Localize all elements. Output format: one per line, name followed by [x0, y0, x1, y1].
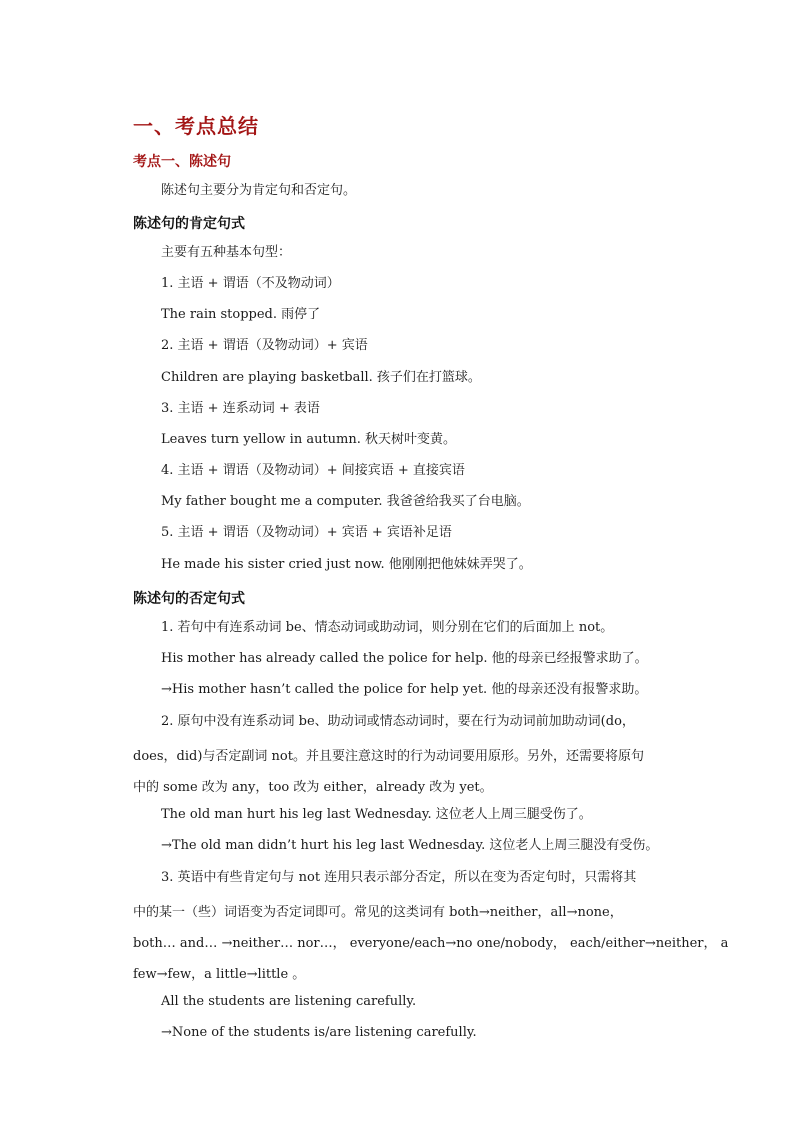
- negative-rule-continued: 中的 some 改为 any，too 改为 either，already 改为 yet。: [133, 780, 493, 795]
- negative-example: →His mother hasn’t called the police for help yet. 他的母亲还没有报警求助。: [161, 682, 648, 697]
- affirmative-title: 陈述句的肯定句式: [133, 216, 245, 232]
- pattern-rule: 2. 主语 + 谓语（及物动词）+ 宾语: [161, 338, 368, 353]
- pattern-rule: 4. 主语 + 谓语（及物动词）+ 间接宾语 + 直接宾语: [161, 463, 465, 478]
- section-heading: 一、考点总结: [133, 114, 259, 138]
- subsection-heading: 考点一、陈述句: [133, 154, 231, 170]
- negative-title: 陈述句的否定句式: [133, 591, 245, 607]
- pattern-rule: 3. 主语 + 连系动词 + 表语: [161, 401, 320, 416]
- pattern-example: He made his sister cried just now. 他刚刚把他妹妹弄哭了。: [161, 557, 532, 572]
- negative-example: All the students are listening carefully.: [161, 994, 417, 1009]
- pattern-example: Children are playing basketball. 孩子们在打篮球。: [161, 370, 481, 385]
- negative-rule-continued: 中的某一（些）词语变为否定词即可。常见的这类词有 both→neither，all→none，: [133, 905, 623, 920]
- negative-example: His mother has already called the police for help. 他的母亲已经报警求助了。: [161, 651, 648, 666]
- negative-example: The old man hurt his leg last Wednesday. 这位老人上周三腿受伤了。: [161, 807, 592, 822]
- pattern-example: Leaves turn yellow in autumn. 秋天树叶变黄。: [161, 432, 457, 447]
- pattern-rule: 1. 主语 + 谓语（不及物动词）: [161, 276, 340, 291]
- negative-rule: 1. 若句中有连系动词 be、情态动词或助动词，则分别在它们的后面加上 not。: [161, 620, 614, 635]
- pattern-rule: 5. 主语 + 谓语（及物动词）+ 宾语 + 宾语补足语: [161, 525, 452, 540]
- negative-rule: 2. 原句中没有连系动词 be、助动词或情态动词时，要在行为动词前加助动词(do，: [161, 714, 635, 729]
- negative-example: →The old man didn’t hurt his leg last Wednesday. 这位老人上周三腿没有受伤。: [161, 838, 659, 853]
- negative-rule-continued: both… and… →neither… nor…， everyone/each→no one/nobody， each/either→neither， a: [133, 936, 729, 951]
- affirmative-lead: 主要有五种基本句型：: [161, 245, 292, 260]
- intro-paragraph: 陈述句主要分为肯定句和否定句。: [161, 183, 357, 198]
- pattern-example: My father bought me a computer. 我爸爸给我买了台电脑。: [161, 494, 530, 509]
- pattern-example: The rain stopped. 雨停了: [161, 307, 321, 322]
- negative-example: →None of the students is/are listening carefully.: [161, 1025, 477, 1040]
- negative-rule-continued: few→few，a little→little 。: [133, 967, 306, 982]
- negative-rule: 3. 英语中有些肯定句与 not 连用只表示部分否定，所以在变为否定句时，只需将其: [161, 870, 637, 885]
- negative-rule-continued: does，did)与否定副词 not。并且要注意这时的行为动词要用原形。另外，还需要将原句: [133, 749, 644, 764]
